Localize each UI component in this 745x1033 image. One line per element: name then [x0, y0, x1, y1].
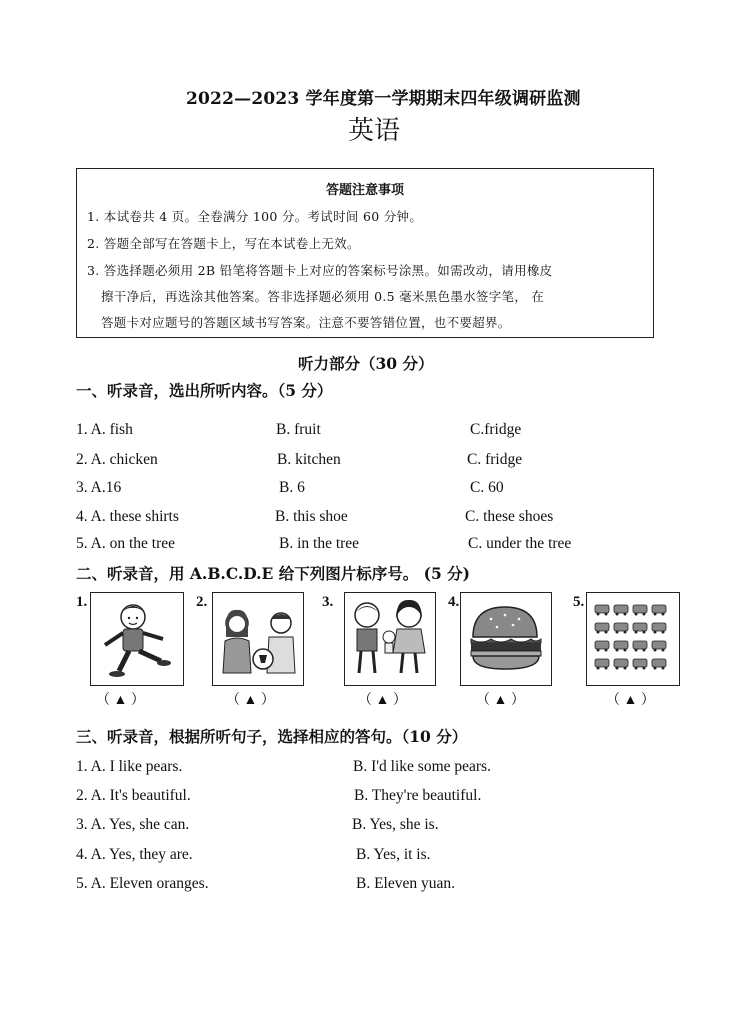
p3-q2-option-b: B. They're beautiful.: [354, 787, 482, 804]
notice-line-4: 擦干净后，再选涂其他答案。答非选择题必须用 0.5 毫米黑色墨水签字笔， 在: [101, 289, 545, 304]
pic3-number: 3.: [322, 594, 334, 610]
p1-q1-option-b: B. fruit: [276, 421, 321, 438]
p3-q4-option-b: B. Yes, it is.: [356, 846, 431, 863]
notice-line-2: 2. 答题全部写在答题卡上，写在本试卷上无效。: [87, 236, 360, 251]
pic2-number: 2.: [196, 594, 208, 610]
listening-title: 听力部分（30 分）: [298, 354, 434, 373]
p3-q5-option-a: 5. A. Eleven oranges.: [76, 875, 209, 892]
p1-q5-option-b: B. in the tree: [279, 535, 360, 552]
p3-q2-option-a: 2. A. It's beautiful.: [76, 787, 191, 804]
p3-q5-option-b: B. Eleven yuan.: [356, 875, 456, 892]
p3-q3-option-b: B. Yes, she is.: [352, 816, 439, 833]
pic1-answer-paren: （ ▲ ）: [96, 693, 145, 708]
p1-q5-option-c: C. under the tree: [468, 535, 572, 552]
p1-q4-option-b: B. this shoe: [275, 508, 348, 525]
notice-box: [76, 168, 654, 338]
p1-q2-option-a: 2. A. chicken: [76, 451, 158, 468]
p1-q1-option-c: C.fridge: [470, 421, 522, 438]
p3-q1-option-b: B. I'd like some pears.: [353, 758, 491, 775]
pic4-answer-paren: （ ▲ ）: [476, 693, 525, 708]
exam-title: 2022—2023 学年度第一学期期末四年级调研监测: [186, 89, 581, 109]
part1-heading: 一、听录音，选出所听内容。（5 分）: [76, 381, 333, 400]
p3-q3-option-a: 3. A. Yes, she can.: [76, 816, 190, 833]
p1-q5-option-a: 5. A. on the tree: [76, 535, 176, 552]
notice-title: 答题注意事项: [325, 183, 404, 198]
p1-q3-option-b: B. 6: [279, 479, 305, 496]
pic5-answer-paren: （ ▲ ）: [606, 693, 655, 708]
p1-q3-option-a: 3. A.16: [76, 479, 122, 496]
notice-line-5: 答题卡对应题号的答题区域书写答案。注意不要答错位置，也不要超界。: [101, 315, 511, 330]
pic5-toy-cars-image: [586, 592, 680, 686]
pic3-children-doll-image: [344, 592, 436, 686]
pic1-number: 1.: [76, 594, 88, 610]
pic5-number: 5.: [573, 594, 585, 610]
pic2-children-football-image: [212, 592, 304, 686]
p1-q4-option-a: 4. A. these shirts: [76, 508, 179, 525]
pic1-boy-skating-image: [90, 592, 184, 686]
p1-q2-option-b: B. kitchen: [277, 451, 341, 468]
notice-line-3: 3. 答选择题必须用 2B 铅笔将答题卡上对应的答案标号涂黑。如需改动，请用橡皮: [87, 263, 553, 278]
pic4-hamburger-image: [460, 592, 552, 686]
p1-q1-option-a: 1. A. fish: [76, 421, 133, 438]
part2-heading: 二、听录音，用 A.B.C.D.E 给下列图片标序号。 (5 分): [76, 564, 471, 583]
p3-q4-option-a: 4. A. Yes, they are.: [76, 846, 193, 863]
p3-q1-option-a: 1. A. I like pears.: [76, 758, 183, 775]
pic4-number: 4.: [448, 594, 460, 610]
subject-title: 英语: [348, 116, 401, 146]
p1-q3-option-c: C. 60: [470, 479, 504, 496]
notice-line-1: 1. 本试卷共 4 页。全卷满分 100 分。考试时间 60 分钟。: [87, 209, 423, 224]
p1-q4-option-c: C. these shoes: [465, 508, 554, 525]
pic3-answer-paren: （ ▲ ）: [358, 693, 407, 708]
part3-heading: 三、听录音，根据所听句子，选择相应的答句。（10 分）: [76, 727, 468, 746]
p1-q2-option-c: C. fridge: [467, 451, 523, 468]
pic2-answer-paren: （ ▲ ）: [226, 693, 275, 708]
